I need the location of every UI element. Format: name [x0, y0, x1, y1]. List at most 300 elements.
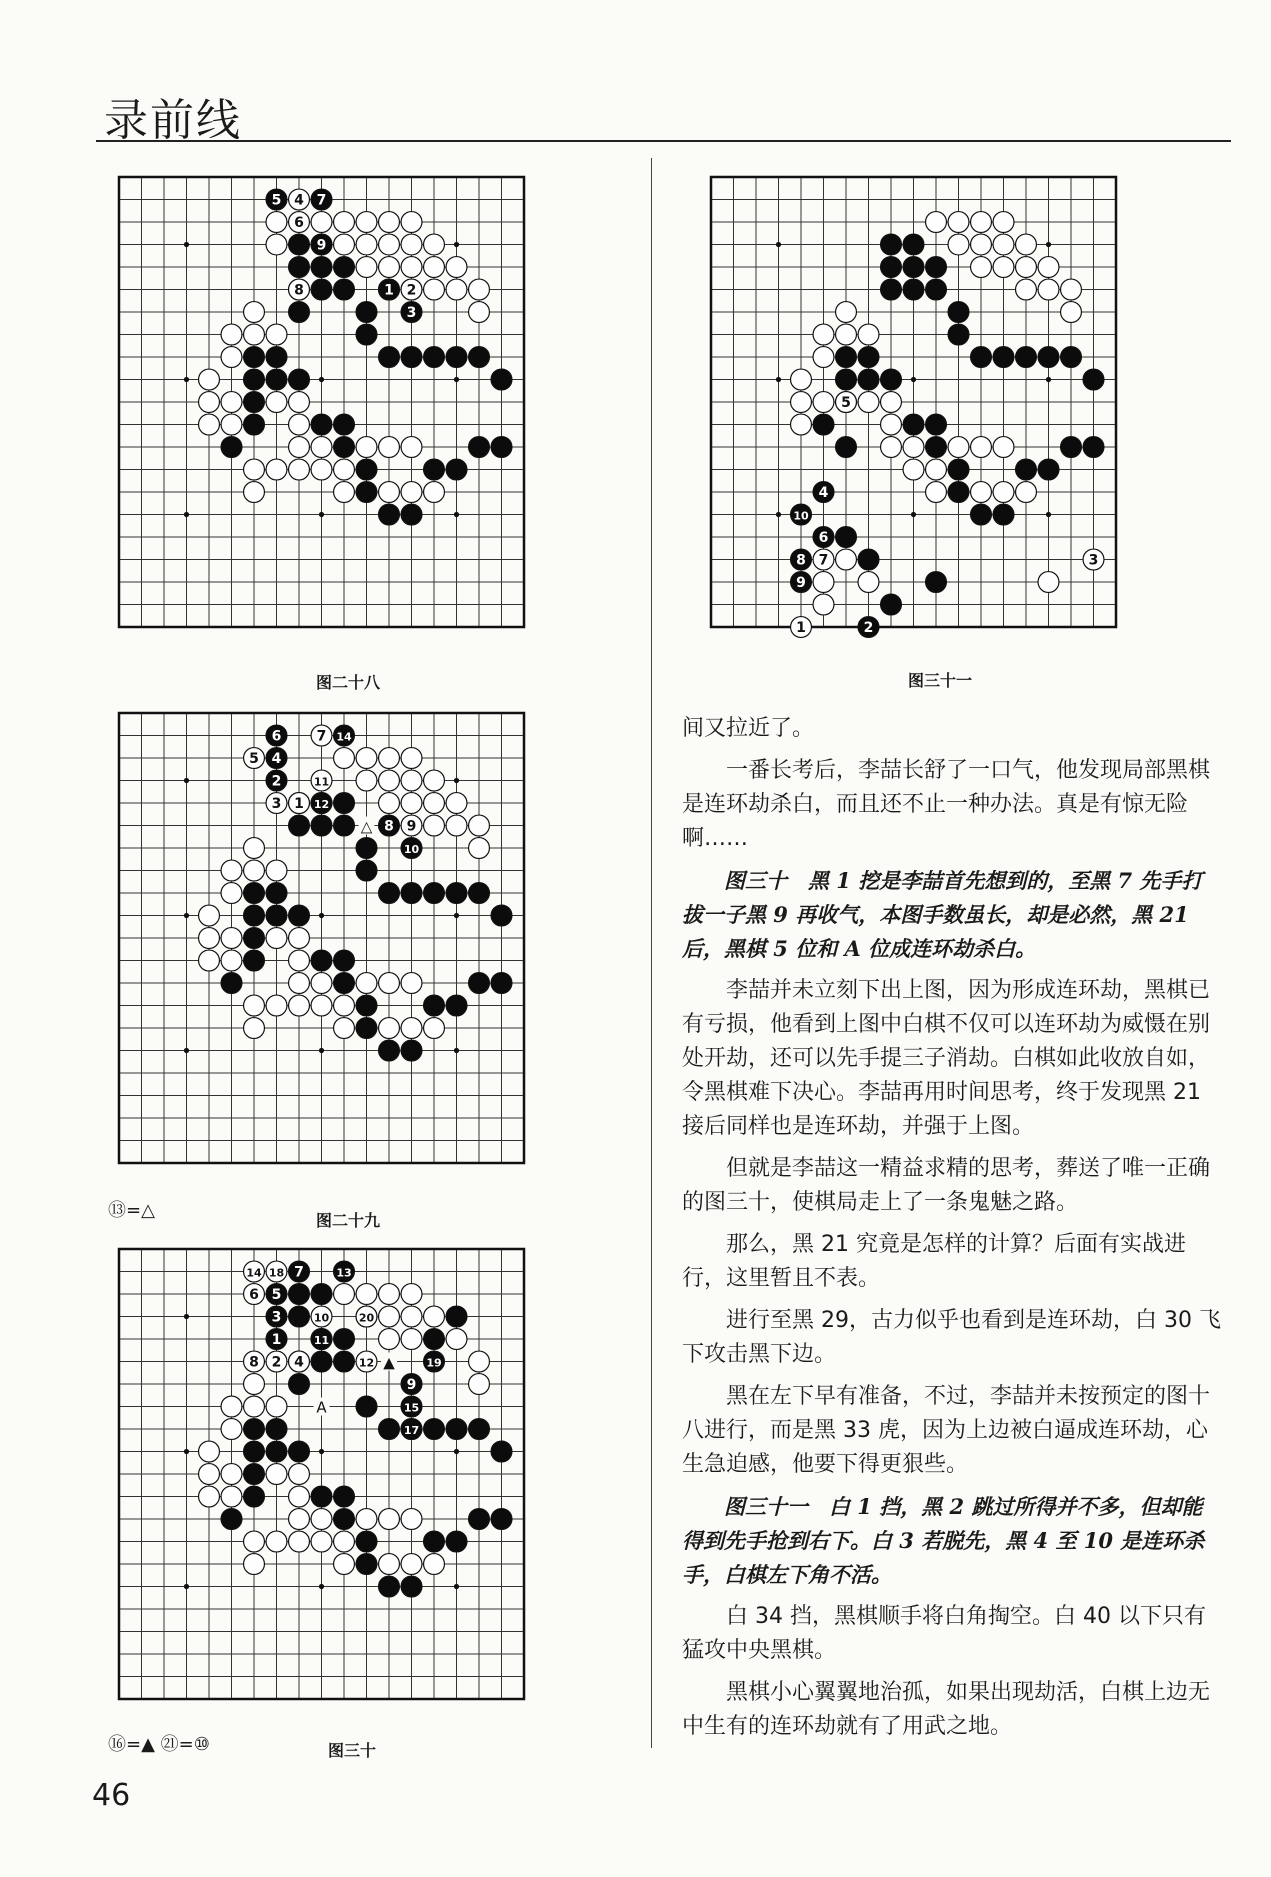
black-stone — [334, 414, 355, 435]
white-stone — [244, 838, 265, 859]
white-stone — [289, 928, 310, 949]
white-stone — [424, 815, 445, 836]
white-stone — [289, 437, 310, 458]
white-stone — [813, 572, 834, 593]
move-number: 4 — [294, 192, 304, 209]
black-stone — [469, 1419, 490, 1440]
black-stone — [401, 883, 422, 904]
black-stone — [289, 234, 310, 255]
star-point — [454, 1048, 459, 1053]
article-paragraph: 进行至黑 29，古力似乎也看到是连环劫，白 30 飞下攻击黑下边。 — [682, 1308, 1221, 1367]
article-paragraph: 间又拉近了。 — [682, 716, 815, 741]
move-number: 10 — [793, 509, 809, 523]
white-stone — [199, 1486, 220, 1507]
white-stone — [1061, 279, 1082, 300]
black-stone — [289, 369, 310, 390]
note-diagram-30: ⑯=▲ ㉑=⑩ — [108, 1734, 210, 1755]
black-stone — [244, 347, 265, 368]
white-stone — [424, 234, 445, 255]
white-stone — [221, 860, 242, 881]
white-stone — [926, 212, 947, 233]
black-stone — [289, 1284, 310, 1305]
star-point — [1046, 242, 1051, 247]
move-number: 5 — [271, 1287, 282, 1303]
black-stone — [334, 1486, 355, 1507]
board-svg-31 — [700, 166, 1184, 650]
star-point — [184, 242, 189, 247]
white-stone — [221, 1464, 242, 1485]
black-stone — [881, 594, 902, 615]
black-stone — [356, 838, 377, 859]
move-number: 5 — [841, 395, 851, 411]
move-number: 6 — [271, 728, 282, 745]
white-stone — [903, 459, 924, 480]
white-stone — [356, 973, 377, 994]
white-stone — [379, 1018, 400, 1039]
star-point — [319, 512, 324, 517]
black-stone — [491, 437, 512, 458]
star-point — [184, 512, 189, 517]
black-stone — [289, 905, 310, 926]
star-point — [1046, 512, 1051, 517]
white-stone — [356, 1509, 377, 1530]
white-stone — [424, 1018, 445, 1039]
white-stone — [926, 482, 947, 503]
star-point — [184, 778, 189, 783]
star-point — [319, 1048, 324, 1053]
black-stone — [356, 1396, 377, 1417]
black-stone — [221, 973, 242, 994]
white-stone — [1038, 257, 1059, 278]
star-point — [319, 1449, 324, 1454]
white-stone — [401, 1306, 422, 1327]
black-stone — [356, 482, 377, 503]
white-stone — [971, 437, 992, 458]
white-stone — [401, 1554, 422, 1575]
black-stone — [424, 1531, 445, 1552]
black-stone — [903, 234, 924, 255]
black-stone — [926, 437, 947, 458]
white-stone — [356, 257, 377, 278]
article-paragraph: 图三十一 白 1 挡，黑 2 跳过所得并不多，但却能得到先手抢到右下。白 3 若脱先，黑 4 至 10 是连环杀手，白棋左下角不活。 — [682, 1494, 1205, 1587]
black-stone — [356, 302, 377, 323]
black-stone — [379, 347, 400, 368]
black-stone — [289, 815, 310, 836]
move-number: 15 — [403, 1401, 420, 1415]
black-stone — [244, 1419, 265, 1440]
black-stone — [446, 1419, 467, 1440]
white-stone — [424, 793, 445, 814]
black-stone — [446, 1531, 467, 1552]
white-stone — [244, 995, 265, 1016]
black-stone — [334, 815, 355, 836]
black-stone — [971, 347, 992, 368]
white-stone — [881, 414, 902, 435]
black-stone — [926, 279, 947, 300]
star-point — [1046, 377, 1051, 382]
black-stone — [424, 459, 445, 480]
white-stone — [289, 1509, 310, 1530]
board-svg-29 — [108, 702, 592, 1170]
white-stone — [424, 279, 445, 300]
black-stone — [334, 973, 355, 994]
black-stone — [289, 1306, 310, 1327]
star-point — [776, 242, 781, 247]
white-stone — [334, 482, 355, 503]
star-point — [776, 377, 781, 382]
move-number: 2 — [863, 620, 874, 636]
article-paragraph: 那么，黑 21 究竟是怎样的计算？后面有实战进行，这里暂且不表。 — [682, 1232, 1186, 1291]
white-stone — [926, 459, 947, 480]
white-stone — [356, 212, 377, 233]
white-stone — [971, 234, 992, 255]
white-stone — [356, 1284, 377, 1305]
move-number: 9 — [316, 237, 327, 254]
move-number: 4 — [818, 485, 829, 501]
black-stone — [334, 950, 355, 971]
black-stone — [244, 950, 265, 971]
white-stone — [244, 302, 265, 323]
move-number: 6 — [294, 215, 304, 231]
white-stone — [813, 347, 834, 368]
black-stone — [221, 437, 242, 458]
move-number: 1 — [271, 1332, 282, 1348]
black-stone — [311, 257, 332, 278]
star-point — [911, 377, 916, 382]
move-number: 9 — [796, 575, 806, 591]
running-header: 录前线 — [104, 95, 242, 146]
move-number: 8 — [249, 1354, 259, 1371]
white-stone — [858, 572, 879, 593]
white-stone — [903, 437, 924, 458]
white-stone — [401, 770, 422, 791]
white-stone — [266, 860, 287, 881]
white-stone — [469, 1374, 490, 1395]
black-stone — [491, 905, 512, 926]
white-stone — [289, 414, 310, 435]
white-stone — [993, 234, 1014, 255]
black-stone — [266, 883, 287, 904]
black-stone — [971, 504, 992, 525]
white-stone — [311, 212, 332, 233]
go-board-diagram-31 — [700, 166, 1184, 650]
white-stone — [266, 928, 287, 949]
white-stone — [424, 482, 445, 503]
white-stone — [221, 392, 242, 413]
black-stone — [401, 347, 422, 368]
white-stone — [446, 1329, 467, 1350]
white-stone — [948, 234, 969, 255]
black-stone — [311, 815, 332, 836]
black-stone — [289, 1374, 310, 1395]
move-number: 11 — [313, 1334, 330, 1347]
black-stone — [1061, 347, 1082, 368]
white-stone — [836, 549, 857, 570]
black-stone — [311, 1486, 332, 1507]
white-stone — [244, 1374, 265, 1395]
move-number: 13 — [336, 1266, 352, 1280]
white-stone — [266, 1396, 287, 1417]
white-stone — [424, 1554, 445, 1575]
black-stone — [469, 973, 490, 994]
white-stone — [244, 482, 265, 503]
black-stone — [266, 905, 287, 926]
black-stone — [1061, 437, 1082, 458]
black-stone — [491, 973, 512, 994]
white-stone — [311, 1509, 332, 1530]
white-stone — [199, 392, 220, 413]
white-stone — [379, 1284, 400, 1305]
white-stone — [311, 995, 332, 1016]
caption-diagram-28: 图二十八 — [316, 673, 381, 692]
page-number: 46 — [92, 1778, 131, 1813]
black-stone — [244, 905, 265, 926]
white-stone — [948, 212, 969, 233]
go-board-diagram-29 — [108, 702, 592, 1170]
star-point — [454, 512, 459, 517]
white-stone — [469, 302, 490, 323]
black-stone — [266, 1441, 287, 1462]
black-stone — [926, 414, 947, 435]
white-stone — [334, 459, 355, 480]
white-stone — [199, 1441, 220, 1462]
white-stone — [266, 212, 287, 233]
white-stone — [1016, 234, 1037, 255]
black-stone — [356, 1531, 377, 1552]
black-stone — [881, 279, 902, 300]
caption-diagram-30: 图三十 — [328, 1741, 377, 1760]
black-stone — [491, 1441, 512, 1462]
black-stone — [903, 257, 924, 278]
white-stone — [266, 459, 287, 480]
move-number: 12 — [313, 798, 330, 811]
black-stone — [813, 414, 834, 435]
star-point — [454, 913, 459, 918]
white-stone — [221, 883, 242, 904]
white-stone — [379, 257, 400, 278]
white-stone — [334, 1554, 355, 1575]
star-point — [911, 512, 916, 517]
white-stone — [791, 392, 812, 413]
white-stone — [199, 928, 220, 949]
white-stone — [948, 437, 969, 458]
white-stone — [356, 234, 377, 255]
white-stone — [881, 437, 902, 458]
white-stone — [244, 1531, 265, 1552]
black-stone — [491, 369, 512, 390]
move-number: 4 — [294, 1354, 304, 1371]
white-stone — [1038, 572, 1059, 593]
move-number: 8 — [384, 818, 394, 835]
white-stone — [289, 950, 310, 971]
white-stone — [379, 212, 400, 233]
black-stone — [424, 347, 445, 368]
white-stone — [379, 793, 400, 814]
white-stone — [446, 279, 467, 300]
white-stone — [1016, 257, 1037, 278]
white-stone — [401, 437, 422, 458]
board-svg-30 — [108, 1238, 592, 1706]
white-stone — [334, 234, 355, 255]
white-stone — [244, 324, 265, 345]
article-paragraph: 但就是李喆这一精益求精的思考，葬送了唯一正确的图三十，使棋局走上了一条鬼魅之路。 — [682, 1156, 1211, 1215]
go-board-diagram-28 — [108, 166, 592, 634]
black-stone — [311, 950, 332, 971]
star-point — [454, 778, 459, 783]
move-number: 1 — [384, 282, 394, 299]
move-number: 9 — [406, 1377, 417, 1393]
white-stone — [221, 950, 242, 971]
black-stone — [334, 1509, 355, 1530]
black-stone — [334, 1351, 355, 1372]
black-stone — [948, 302, 969, 323]
black-stone — [356, 1554, 377, 1575]
white-stone — [266, 1464, 287, 1485]
white-stone — [469, 1351, 490, 1372]
white-stone — [469, 815, 490, 836]
header-rule — [96, 140, 1231, 142]
white-stone — [266, 324, 287, 345]
white-stone — [334, 995, 355, 1016]
white-stone — [266, 234, 287, 255]
white-stone — [356, 770, 377, 791]
white-stone — [971, 257, 992, 278]
article-body — [682, 712, 1222, 1752]
white-stone — [289, 973, 310, 994]
move-number: 1 — [294, 796, 304, 812]
black-stone — [836, 437, 857, 458]
black-stone — [379, 1576, 400, 1597]
black-stone — [424, 1419, 445, 1440]
black-stone — [356, 459, 377, 480]
move-number: 7 — [316, 192, 327, 209]
black-stone — [289, 1441, 310, 1462]
black-stone — [221, 1509, 242, 1530]
black-stone — [311, 1351, 332, 1372]
white-stone — [199, 905, 220, 926]
white-stone — [244, 1018, 265, 1039]
white-stone — [401, 1284, 422, 1305]
white-stone — [1016, 482, 1037, 503]
go-board-diagram-30 — [108, 1238, 592, 1706]
white-stone — [813, 324, 834, 345]
white-stone — [266, 995, 287, 1016]
white-stone — [289, 995, 310, 1016]
move-number: 9 — [406, 818, 417, 835]
white-stone — [401, 257, 422, 278]
white-stone — [813, 594, 834, 615]
black-stone — [858, 369, 879, 390]
star-point — [184, 913, 189, 918]
white-stone — [993, 482, 1014, 503]
article-paragraph: 一番长考后，李喆长舒了一口气，他发现局部黑棋是连环劫杀白，而且还不止一种办法。真是有惊无险啊…… — [682, 758, 1211, 851]
black-stone — [266, 347, 287, 368]
white-stone — [401, 973, 422, 994]
white-stone — [791, 414, 812, 435]
white-stone — [1061, 302, 1082, 323]
black-stone — [244, 392, 265, 413]
black-stone — [446, 459, 467, 480]
star-point — [319, 913, 324, 918]
white-stone — [379, 1306, 400, 1327]
board-mark: A — [316, 1398, 327, 1417]
black-stone — [334, 1329, 355, 1350]
black-stone — [836, 369, 857, 390]
move-number: 1 — [796, 620, 806, 636]
black-stone — [266, 369, 287, 390]
black-stone — [469, 347, 490, 368]
move-number: 2 — [271, 773, 282, 790]
white-stone — [791, 369, 812, 390]
white-stone — [401, 234, 422, 255]
white-stone — [993, 437, 1014, 458]
article-paragraph: 李喆并未立刻下出上图，因为形成连环劫，黑棋已有亏损，他看到上图中白棋不仅可以连环劫为威慑在别处开劫，还可以先手提三子消劫。白棋如此收放自如，令黑棋难下决心。李喆再用时间思考，终于发现黑 21 接后同样也是连环劫，并强于上图。 — [682, 978, 1211, 1139]
note-diagram-29: ⑬=△ — [108, 1200, 155, 1221]
star-point — [184, 1314, 189, 1319]
white-stone — [244, 1396, 265, 1417]
black-stone — [1016, 459, 1037, 480]
black-stone — [401, 1576, 422, 1597]
white-stone — [311, 1531, 332, 1552]
black-stone — [244, 1464, 265, 1485]
black-stone — [356, 1018, 377, 1039]
star-point — [454, 377, 459, 382]
white-stone — [424, 257, 445, 278]
black-stone — [1083, 369, 1104, 390]
black-stone — [334, 437, 355, 458]
white-stone — [379, 1554, 400, 1575]
black-stone — [244, 369, 265, 390]
move-number: 8 — [796, 552, 806, 569]
star-point — [319, 1584, 324, 1589]
caption-diagram-29: 图二十九 — [316, 1211, 381, 1230]
black-stone — [244, 1441, 265, 1462]
white-stone — [379, 1509, 400, 1530]
black-stone — [446, 995, 467, 1016]
white-stone — [446, 815, 467, 836]
white-stone — [993, 257, 1014, 278]
white-stone — [379, 770, 400, 791]
white-stone — [199, 369, 220, 390]
white-stone — [221, 1396, 242, 1417]
black-stone — [993, 347, 1014, 368]
white-stone — [446, 257, 467, 278]
move-number: 8 — [294, 282, 304, 299]
black-stone — [356, 324, 377, 345]
black-stone — [1083, 437, 1104, 458]
black-stone — [311, 279, 332, 300]
move-number: 2 — [406, 282, 417, 299]
black-stone — [311, 414, 332, 435]
star-point — [454, 242, 459, 247]
black-stone — [446, 347, 467, 368]
article-paragraph: 黑棋小心翼翼地治孤，如果出现劫活，白棋上边无中生有的连环劫就有了用武之地。 — [682, 1680, 1211, 1739]
black-stone — [1016, 347, 1037, 368]
move-number: 10 — [403, 843, 420, 856]
black-stone — [858, 347, 879, 368]
white-stone — [199, 414, 220, 435]
board-mark: ▲ — [383, 1353, 395, 1372]
black-stone — [469, 437, 490, 458]
black-stone — [836, 527, 857, 548]
star-point — [184, 377, 189, 382]
move-number: 18 — [268, 1266, 285, 1280]
star-point — [184, 1449, 189, 1454]
black-stone — [469, 1509, 490, 1530]
black-stone — [356, 995, 377, 1016]
white-stone — [334, 748, 355, 769]
star-point — [454, 1449, 459, 1454]
